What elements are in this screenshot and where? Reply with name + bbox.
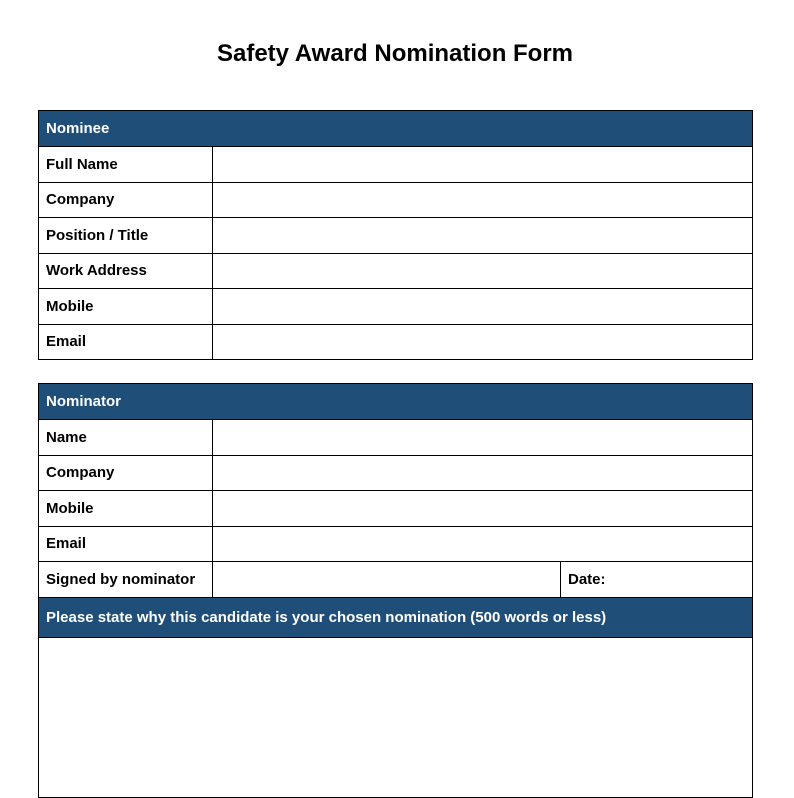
nominee-table <box>38 110 753 360</box>
page-title: Safety Award Nomination Form <box>216 40 574 67</box>
nominee-row-company <box>39 182 753 218</box>
nominator-row-company <box>39 455 753 491</box>
signed-by-nominator-label: Signed by nominator <box>39 562 213 598</box>
company-label: Company <box>39 182 213 218</box>
nominator-company-field[interactable] <box>213 455 753 491</box>
reason-textarea[interactable] <box>39 637 753 797</box>
nominator-mobile-field[interactable] <box>213 491 753 527</box>
nominator-name-field[interactable] <box>213 420 753 456</box>
signature-field[interactable] <box>213 562 561 598</box>
company-field[interactable] <box>213 182 753 218</box>
nominee-row-mobile <box>39 289 753 325</box>
mobile-field[interactable] <box>213 289 753 325</box>
nominator-company-label: Company <box>39 455 213 491</box>
nominator-email-field[interactable] <box>213 526 753 562</box>
full-name-label: Full Name <box>39 147 213 183</box>
date-field[interactable] <box>561 562 753 598</box>
work-address-label: Work Address <box>39 253 213 289</box>
work-address-field[interactable] <box>213 253 753 289</box>
reason-section-header <box>39 597 753 637</box>
nominee-section-header <box>39 111 753 147</box>
reason-row <box>39 637 753 797</box>
reason-heading: Please state why this candidate is your chosen nomination (500 words or less) <box>39 597 753 637</box>
nominator-heading: Nominator <box>39 384 753 420</box>
mobile-label: Mobile <box>39 289 213 325</box>
position-title-label: Position / Title <box>39 218 213 254</box>
email-label: Email <box>39 324 213 360</box>
nominator-mobile-label: Mobile <box>39 491 213 527</box>
date-label: Date: <box>568 570 606 588</box>
nominee-heading: Nominee <box>39 111 753 147</box>
nominee-row-work-address <box>39 253 753 289</box>
nominator-name-label: Name <box>39 420 213 456</box>
nominee-row-full-name <box>39 147 753 183</box>
full-name-field[interactable] <box>213 147 753 183</box>
nominator-section-header <box>39 384 753 420</box>
position-title-field[interactable] <box>213 218 753 254</box>
nominator-email-label: Email <box>39 526 213 562</box>
nominator-row-name <box>39 420 753 456</box>
nominator-table <box>38 383 753 798</box>
nominee-row-position <box>39 218 753 254</box>
nominee-row-email <box>39 324 753 360</box>
nominator-row-email <box>39 526 753 562</box>
email-field[interactable] <box>213 324 753 360</box>
nominator-row-signature <box>39 562 753 598</box>
nominator-row-mobile <box>39 491 753 527</box>
